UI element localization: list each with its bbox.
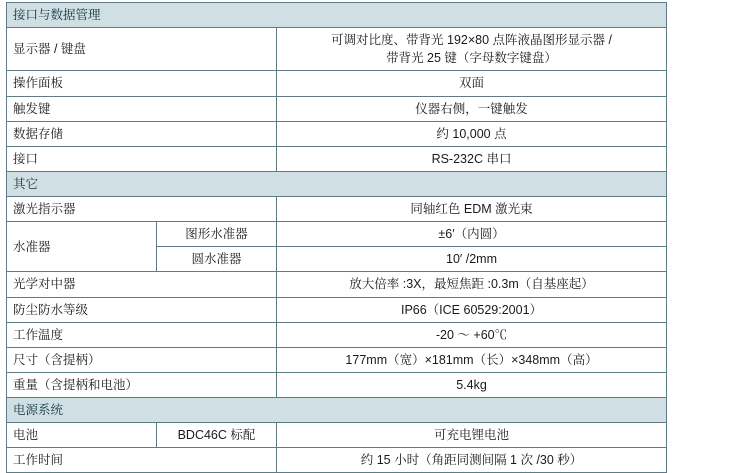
row-sublabel: 图形水准器 (157, 222, 277, 247)
section-header-row (7, 3, 667, 28)
row-label: 操作面板 (7, 71, 277, 96)
row-value: ±6′（内圆） (277, 222, 667, 247)
table-row (7, 71, 667, 96)
section-title: 电源系统 (7, 398, 667, 423)
table-row (7, 28, 667, 71)
section-header-row (7, 398, 667, 423)
section-header-row (7, 171, 667, 196)
table-row (7, 297, 667, 322)
table-row (7, 347, 667, 372)
table-row (7, 197, 667, 222)
row-sublabel: 圆水准器 (157, 247, 277, 272)
row-label: 尺寸（含提柄） (7, 347, 277, 372)
row-label: 数据存储 (7, 121, 277, 146)
table-row (7, 272, 667, 297)
row-value: 177mm（宽）×181mm（长）×348mm（高） (277, 347, 667, 372)
row-value: 约 15 小时（角距同测间隔 1 次 /30 秒） (277, 448, 667, 473)
table-row (7, 96, 667, 121)
table-row (7, 448, 667, 473)
row-label: 显示器 / 键盘 (7, 28, 277, 71)
table-row (7, 372, 667, 397)
row-value: 可充电锂电池 (277, 423, 667, 448)
row-value: 5.4kg (277, 372, 667, 397)
row-label: 防尘防水等级 (7, 297, 277, 322)
table-row (7, 423, 667, 448)
row-label: 光学对中器 (7, 272, 277, 297)
section-title: 接口与数据管理 (7, 3, 667, 28)
row-value: 可调对比度、带背光 192×80 点阵液晶图形显示器 / 带背光 25 键（字母数字键盘） (277, 28, 667, 71)
row-label: 重量（含提柄和电池） (7, 372, 277, 397)
section-title: 其它 (7, 171, 667, 196)
row-label: 工作温度 (7, 322, 277, 347)
row-value: 同轴红色 EDM 激光束 (277, 197, 667, 222)
row-value: IP66（ICE 60529:2001） (277, 297, 667, 322)
table-row (7, 146, 667, 171)
row-label: 接口 (7, 146, 277, 171)
table-row (7, 121, 667, 146)
row-label: 水准器 (7, 222, 157, 272)
row-value: RS-232C 串口 (277, 146, 667, 171)
row-sublabel: BDC46C 标配 (157, 423, 277, 448)
row-label: 电池 (7, 423, 157, 448)
row-value: 放大倍率 :3X，最短焦距 :0.3m（自基座起） (277, 272, 667, 297)
row-value: -20 ～ +60℃ (277, 322, 667, 347)
row-label: 激光指示器 (7, 197, 277, 222)
row-value: 约 10,000 点 (277, 121, 667, 146)
table-row (7, 322, 667, 347)
table-row (7, 222, 667, 247)
row-value: 仪器右侧，一键触发 (277, 96, 667, 121)
specification-table (6, 2, 667, 473)
row-value: 双面 (277, 71, 667, 96)
row-label: 工作时间 (7, 448, 277, 473)
row-value: 10′ /2mm (277, 247, 667, 272)
row-label: 触发键 (7, 96, 277, 121)
